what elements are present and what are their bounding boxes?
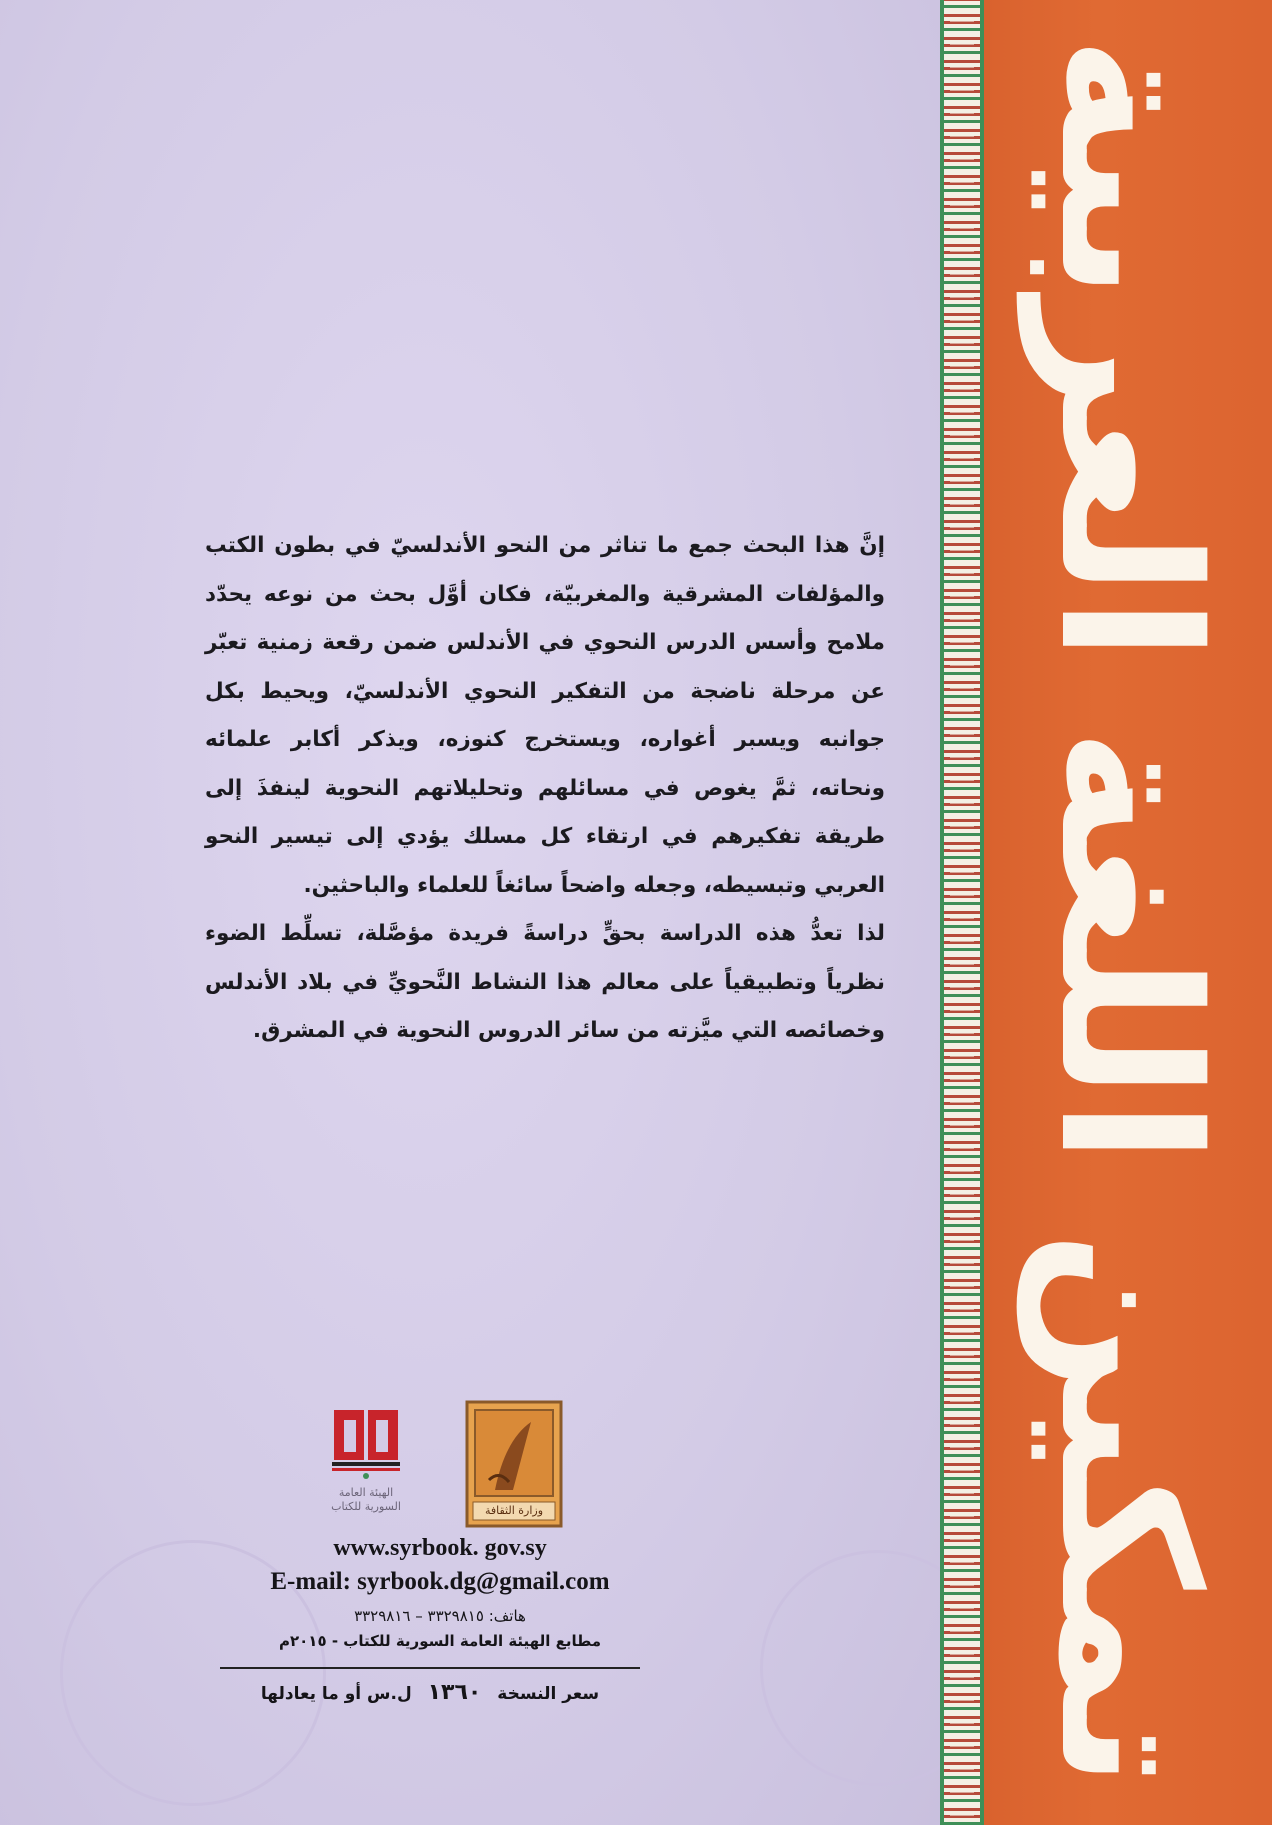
price-currency: ل.س أو ما يعادلها: [260, 1684, 412, 1704]
logo-caption: السورية للكتاب: [331, 1500, 401, 1513]
book-spine: [984, 0, 1272, 1825]
phone-number: هاتف: ٣٣٢٩٨١٥ – ٣٣٢٩٨١٦: [354, 1607, 526, 1625]
description-paragraph: إنَّ هذا البحث جمع ما تناثر من النحو الأندلسيّ في بطون الكتب والمؤلفات المشرقية والمغربيّة، فكان أوَّل بحث من نوعه يحدّد ملامح وأسس الدرس النحوي في الأندلس ضمن رقعة زمنية تعبّر عن مرحلة ناضجة من التفكير النحوي الأندلسيّ، ويحيط بكل جوانبه ويسبر أغواره، ويستخرج كنوزه، ويذكر أكابر علمائه ونحاته، ثمَّ يغوص في مسائلهم وتحليلاتهم النحوية لينفذَ إلى طريقة تفكيرهم في ارتقاء كل مسلك يؤدي إلى تيسير النحو العربي وتبسيطه، وجعله واضحاً سائغاً للعلماء والباحثين.: [205, 533, 885, 898]
ministry-of-culture-logo: [465, 1400, 563, 1528]
divider: [220, 1667, 640, 1669]
syrian-book-authority-logo: [330, 1402, 402, 1526]
price-label: سعر النسخة: [497, 1684, 600, 1704]
description-paragraph: لذا تعدُّ هذه الدراسة بحقٍّ دراسةً فريدة مؤصَّلة، تسلِّط الضوء نظرياً وتطبيقياً على معالم هذا النشاط النَّحويِّ في بلاد الأندلس وخصائصه التي ميَّزته من سائر الدروس النحوية في المشرق.: [205, 921, 885, 1043]
book-description: [205, 522, 885, 1056]
website-link[interactable]: www.syrbook. gov.sy: [333, 1535, 547, 1561]
printer-line: مطابع الهيئة العامة السورية للكتاب - ٢٠١٥م: [279, 1632, 601, 1650]
price-value: ١٣٦٠: [427, 1680, 482, 1705]
ornamental-border: [940, 0, 984, 1825]
logo-caption: الهيئة العامة: [338, 1486, 394, 1499]
spine-title: تمكين اللغة العربية: [1018, 35, 1239, 1789]
email-link[interactable]: E-mail: syrbook.dg@gmail.com: [270, 1568, 610, 1595]
logo-caption: وزارة الثقافة: [484, 1504, 544, 1517]
price-line: [220, 1680, 640, 1705]
